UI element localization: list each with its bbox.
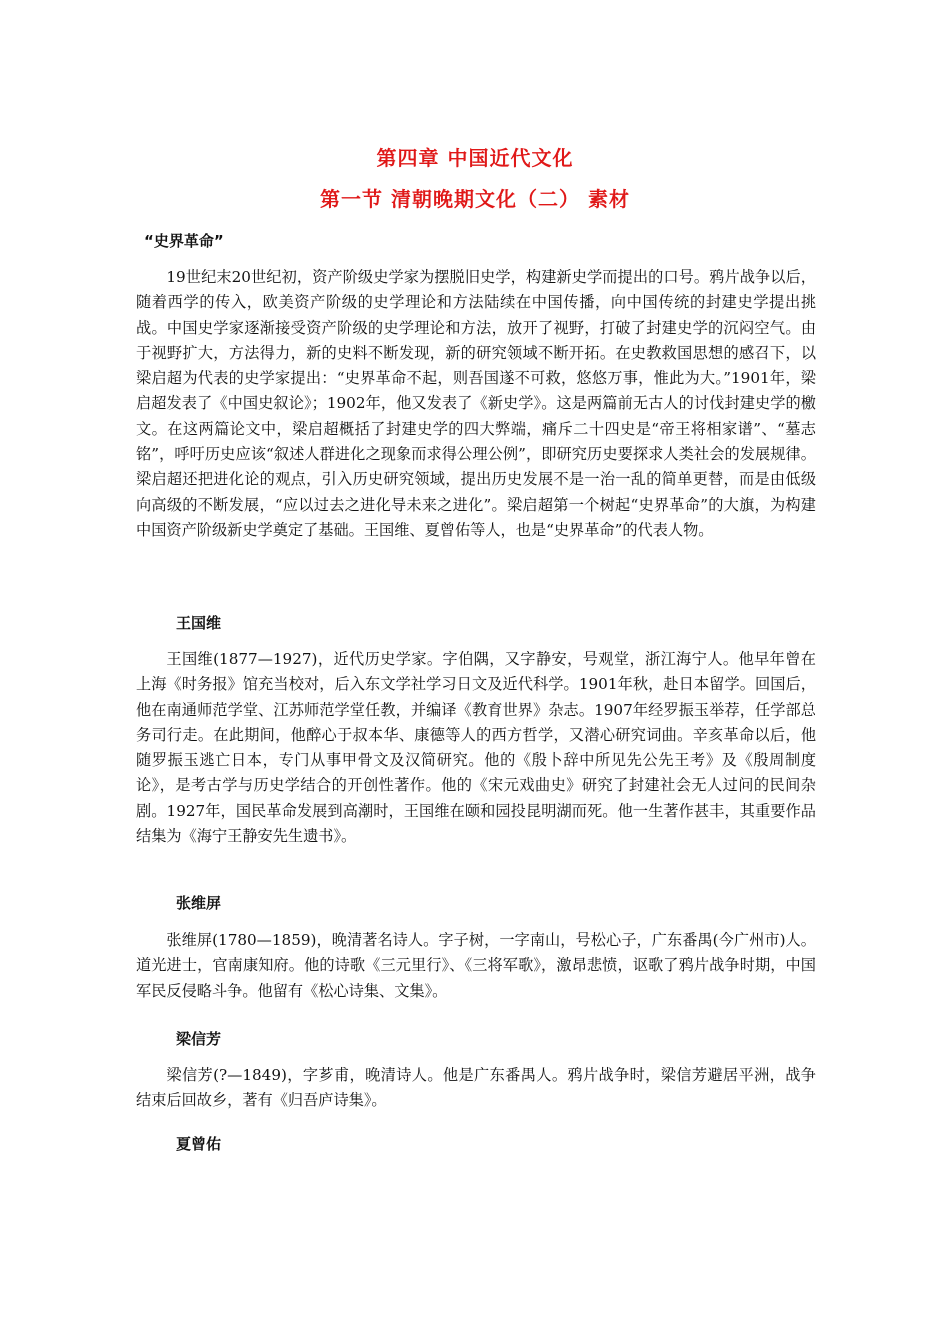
heading-liang-xinfang: 梁信芳 — [176, 1030, 222, 1048]
paragraph-zhang-weiping: 张维屏(1780—1859)，晚清著名诗人。字子树，一字南山，号松心子，广东番禺(今广州市)人。道光进士，官南康知府。他的诗歌《三元里行》、《三将军歌》，激昂悲愤，讴歌了鸦片战争时期，中国军民反侵略斗争。他留有《松心诗集、文集》。 — [136, 931, 816, 1000]
paragraph-wang-guowei: 王国维(1877—1927)，近代历史学家。字伯隅，又字静安，号观堂，浙江海宁人。他早年曾在上海《时务报》馆充当校对，后入东文学社学习日文及近代科学。1901年秋，赴日本留学。回国后，他在南通师范学堂、江苏师范学堂任教，并编译《教育世界》杂志。1907年经罗振玉举荐，任学部总务司行走。在此期间，他醉心于叔本华、康德等人的西方哲学，又潜心研究词曲。辛亥革命以后，他随罗振玉逃亡日本，专门从事甲骨文及汉简研究。他的《殷卜辞中所见先公先王考》及《殷周制度论》，是考古学与历史学结合的开创性著作。他的《宋元戏曲史》研究了封建社会无人过问的民间杂剧。1927年，国民革命发展到高潮时，王国维在颐和园投昆明湖而死。他一生著作甚丰，其重要作品结集为《海宁王静安先生遗书》。 — [136, 650, 816, 846]
heading-shijie-geming: “史界革命” — [144, 232, 224, 250]
heading-wang-guowei: 王国维 — [176, 614, 222, 632]
section-title: 第一节 清朝晚期文化（二） 素材 — [320, 187, 630, 211]
chapter-title: 第四章 中国近代文化 — [376, 146, 574, 170]
paragraph-shijie-geming: 19世纪末20世纪初，资产阶级史学家为摆脱旧史学，构建新史学而提出的口号。鸦片战争以后，随着西学的传入，欧美资产阶级的史学理论和方法陆续在中国传播，向中国传统的封建史学提出挑战。中国史学家逐渐接受资产阶级的史学理论和方法，放开了视野，打破了封建史学的沉闷空气。由于视野扩大，方法得力，新的史料不断发现，新的研究领域不断开拓。在史教救国思想的感召下，以梁启超为代表的史学家提出：“史界革命不起，则吾国遂不可救，悠悠万事，惟此为大。”1901年，梁启超发表了《中国史叙论》；1902年，他又发表了《新史学》。这是两篇前无古人的讨伐封建史学的檄文。在这两篇论文中，梁启超概括了封建史学的四大弊端，痛斥二十四史是“帝王将相家谱”、“墓志铭”，呼吁历史应该“叙述人群进化之现象而求得公理公例”，即研究历史要探求人类社会的发展规律。梁启超还把进化论的观点，引入历史研究领域，提出历史发展不是一治一乱的简单更替，而是由低级向高级的不断发展，“应以过去之进化导未来之进化”。梁启超第一个树起“史界革命”的大旗，为构建中国资产阶级新史学奠定了基础。王国维、夏曾佑等人，也是“史界革命”的代表人物。 — [136, 268, 816, 539]
heading-zhang-weiping: 张维屏 — [176, 894, 222, 912]
paragraph-liang-xinfang: 梁信芳(?—1849)，字芗甫，晚清诗人。他是广东番禺人。鸦片战争时，梁信芳避居平洲，战争结束后回故乡，著有《归吾庐诗集》。 — [136, 1066, 816, 1110]
heading-xia-zengyou: 夏曾佑 — [176, 1135, 222, 1153]
